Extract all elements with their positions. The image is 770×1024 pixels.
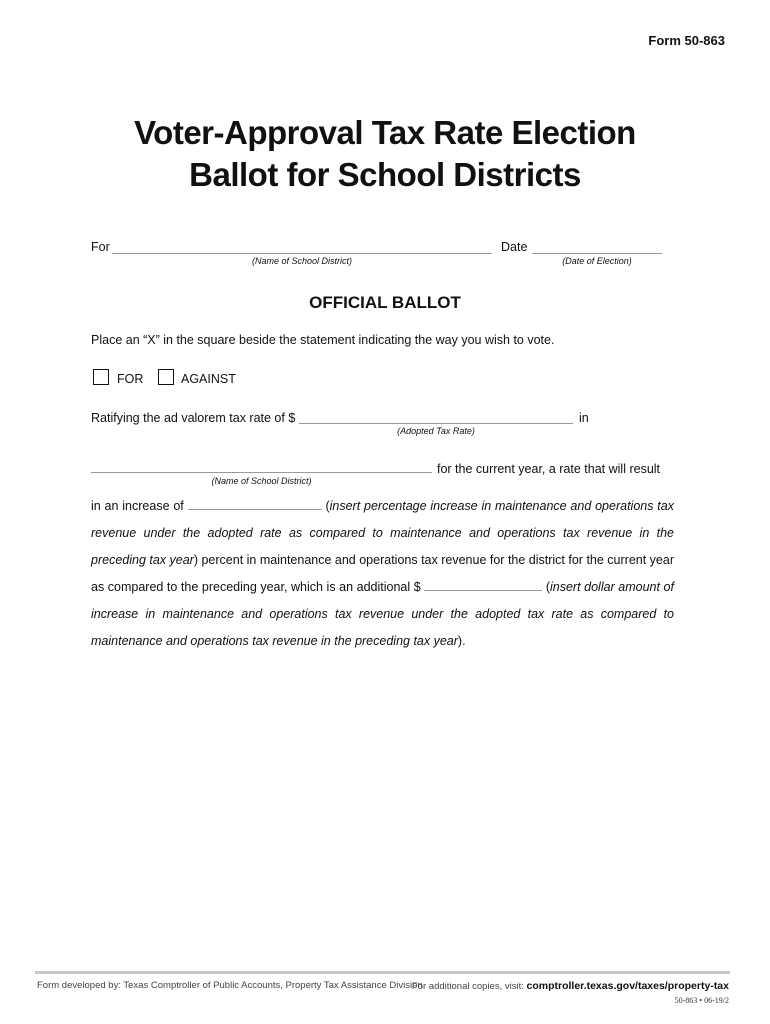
- increase-text: in an increase of: [91, 499, 184, 513]
- paren-open: (: [325, 499, 330, 513]
- paren-open-2: (: [545, 580, 550, 594]
- percentage-instruction: insert percentage increase in maintenance and operations tax revenue under the adopted rate as compared to maintenance and operations tax revenue in the preceding tax year: [91, 499, 674, 567]
- title-line-1: Voter-Approval Tax Rate Election: [134, 114, 636, 151]
- current-year-text: for the current year, a rate that will result: [437, 462, 661, 476]
- official-ballot-heading: OFFICIAL BALLOT: [309, 293, 461, 312]
- percentage-increase-field[interactable]: [188, 497, 322, 510]
- district-name-caption: (Name of School District): [211, 476, 312, 486]
- paragraph-end: ).: [457, 634, 466, 648]
- date-label: Date: [501, 240, 528, 254]
- for-checkbox[interactable]: [93, 369, 109, 385]
- ratify-text: Ratifying the ad valorem tax rate of $: [91, 411, 296, 425]
- for-option-label: FOR: [117, 372, 144, 386]
- for-label: For: [91, 240, 110, 254]
- election-date-field[interactable]: [532, 253, 662, 254]
- against-option-label: AGAINST: [181, 372, 236, 386]
- footer-copies: [412, 980, 729, 992]
- form-number: Form 50-863: [648, 33, 725, 48]
- school-district-caption: (Name of School District): [251, 256, 353, 266]
- proposition-paragraph: [91, 493, 674, 655]
- title-line-2: Ballot for School Districts: [189, 156, 581, 193]
- dollar-amount-field[interactable]: [424, 578, 542, 591]
- footer-developed-by: Form developed by: Texas Comptroller of Public Accounts, Property Tax Assistance Division: [37, 980, 423, 991]
- against-checkbox[interactable]: [158, 369, 174, 385]
- district-name-field[interactable]: [91, 472, 432, 473]
- ratify-in-text: in: [579, 411, 589, 425]
- election-date-caption: (Date of Election): [562, 256, 632, 266]
- dollar-instruction: insert dollar amount of increase in maintenance and operations tax revenue under the adopted tax rate as compared to maintenance and operations tax revenue in the preceding tax year: [91, 580, 674, 648]
- adopted-tax-rate-caption: (Adopted Tax Rate): [397, 426, 475, 436]
- adopted-tax-rate-field[interactable]: [299, 423, 573, 424]
- school-district-field[interactable]: [112, 253, 492, 254]
- page-title: [0, 112, 770, 196]
- comptroller-link[interactable]: comptroller.texas.gov/taxes/property-tax: [526, 980, 729, 992]
- tax-revenue-text: ) percent in maintenance and operations tax revenue for the district for the current year as compared to the preceding year, which is an additional $: [91, 553, 674, 594]
- footer-form-code: 50-863 • 06-19/2: [674, 996, 729, 1005]
- footer-divider: [35, 971, 730, 974]
- instructions-text: Place an “X” in the square beside the statement indicating the way you wish to vote.: [91, 333, 555, 347]
- footer-copies-prefix: For additional copies, visit:: [411, 981, 527, 992]
